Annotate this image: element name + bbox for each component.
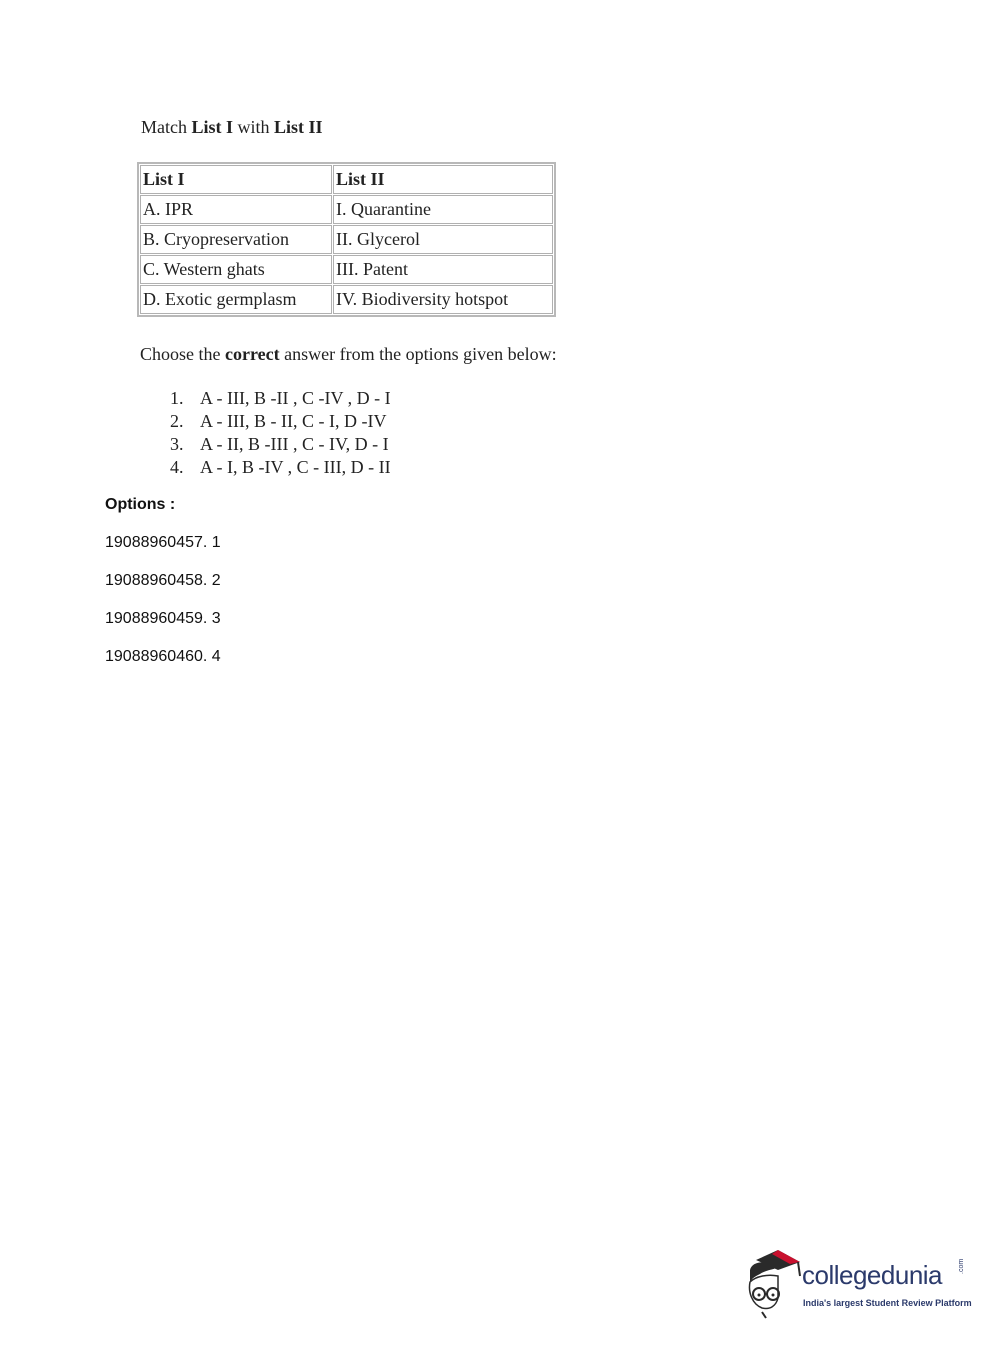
- table-header-row: [140, 165, 553, 194]
- table-cell: B. Cryopreservation: [140, 225, 332, 254]
- instruction-part: answer from the options given below:: [279, 344, 557, 364]
- option-item: 19088960460. 4: [105, 648, 221, 665]
- table-cell: I. Quarantine: [333, 195, 553, 224]
- heading-text: Match: [141, 117, 192, 137]
- header-list1: List I: [140, 165, 332, 194]
- collegedunia-logo: [742, 1248, 972, 1320]
- table-cell: C. Western ghats: [140, 255, 332, 284]
- choice-text: A - II, B -III , C - IV, D - I: [200, 434, 389, 454]
- table-row: [140, 285, 553, 314]
- table-row: [140, 195, 553, 224]
- choice-text: A - III, B - II, C - I, D -IV: [200, 411, 387, 431]
- table-row: [140, 225, 553, 254]
- option-item: 19088960458. 2: [105, 572, 221, 589]
- option-item: 19088960459. 3: [105, 610, 221, 627]
- heading-list1: List I: [191, 117, 233, 137]
- choice-item: [170, 410, 557, 433]
- choice-number: 4.: [170, 457, 184, 477]
- instruction-emphasis: correct: [225, 344, 280, 364]
- choice-number: 1.: [170, 388, 184, 408]
- instruction-text: [140, 341, 557, 367]
- question-heading: [141, 112, 557, 142]
- options-block: [105, 492, 221, 670]
- choice-number: 2.: [170, 411, 184, 431]
- table-cell: A. IPR: [140, 195, 332, 224]
- table-cell: III. Patent: [333, 255, 553, 284]
- table-cell: D. Exotic germplasm: [140, 285, 332, 314]
- mascot-icon: [742, 1248, 804, 1320]
- table-row: [140, 255, 553, 284]
- choice-list: [170, 387, 557, 479]
- choice-text: A - I, B -IV , C - III, D - II: [200, 457, 391, 477]
- header-list2: List II: [333, 165, 553, 194]
- heading-text: with: [233, 117, 275, 137]
- table-cell: IV. Biodiversity hotspot: [333, 285, 553, 314]
- logo-brand-text: collegedunia: [802, 1260, 943, 1290]
- choice-text: A - III, B -II , C -IV , D - I: [200, 388, 391, 408]
- choice-number: 3.: [170, 434, 184, 454]
- choice-item: [170, 387, 557, 410]
- logo-tagline: India's largest Student Review Platform: [803, 1298, 972, 1308]
- choice-item: [170, 433, 557, 456]
- table-cell: II. Glycerol: [333, 225, 553, 254]
- logo-dotcom: .com: [958, 1258, 965, 1274]
- match-table: [137, 162, 556, 317]
- choice-item: [170, 456, 557, 479]
- heading-list2: List II: [274, 117, 323, 137]
- instruction-part: Choose the: [140, 344, 225, 364]
- option-item: 19088960457. 1: [105, 534, 221, 551]
- options-title: Options :: [105, 496, 176, 513]
- question-block: [140, 112, 557, 479]
